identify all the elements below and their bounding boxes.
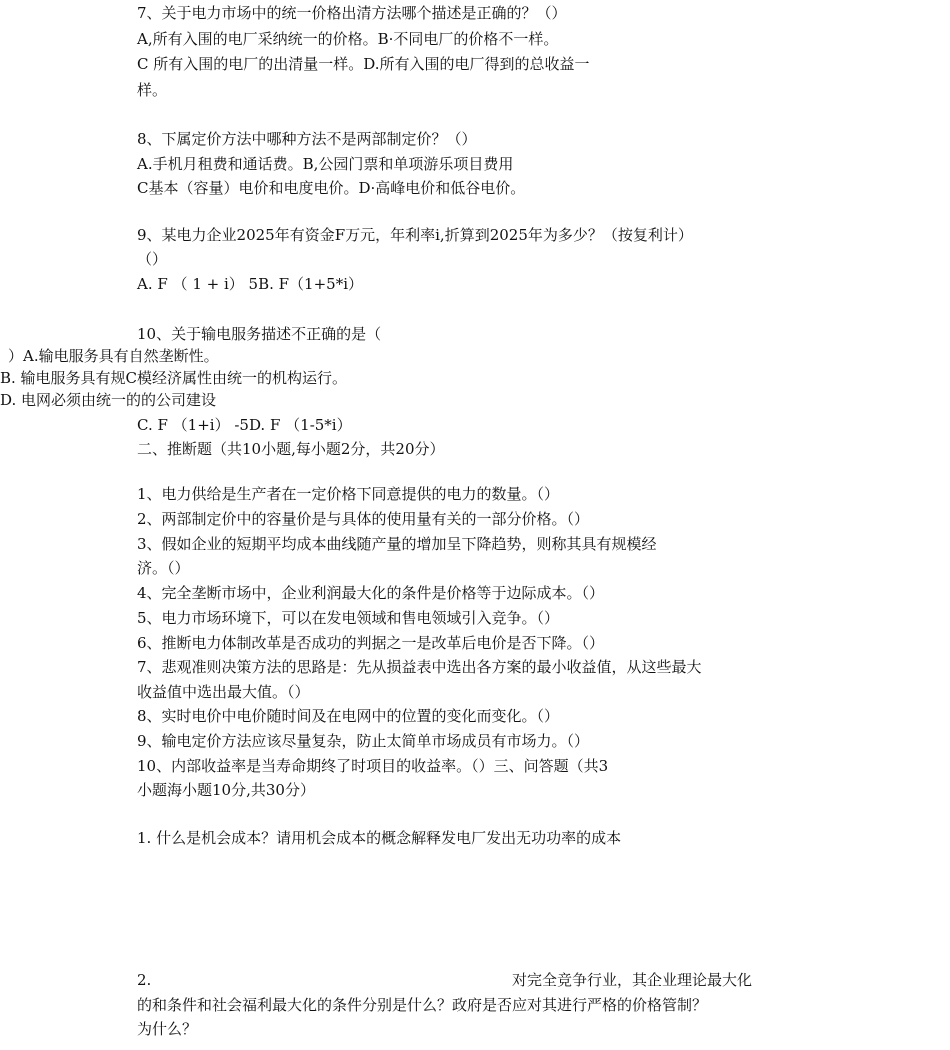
q7-opt-cd: C 所有入围的电厂的出清量一样。D.所有入围的电厂得到的总收益一 — [137, 55, 590, 73]
judgment-2: 2、两部制定价中的容量价是与具体的使用量有关的一部分价格。（） — [137, 510, 590, 528]
q8-stem: 8、下属定价方法中哪种方法不是两部制定价？（） — [137, 130, 477, 148]
q7-stem: 7、关于电力市场中的统一价格出清方法哪个描述是正确的？（） — [137, 4, 567, 22]
judgment-3: 3、假如企业的短期平均成本曲线随产量的增加呈下降趋势，则称其具有规模经 — [137, 535, 657, 553]
q10-opt-d: D. 电网必须由统一的的公司建设 — [0, 391, 217, 409]
q8-opt-ab: A.手机月租费和通话费。B,公园门票和单项游乐项目费用 — [137, 155, 514, 173]
judgment-8: 8、实时电价中电价随时间及在电网中的位置的变化而变化。（） — [137, 707, 560, 725]
q7-opt-cd-cont: 样。 — [137, 81, 168, 99]
qa-2-cont: 的和条件和社会福利最大化的条件分别是什么？政府是否应对其进行严格的价格管制？ — [137, 996, 708, 1014]
q10-stem: 10、关于输电服务描述不正确的是（ — [137, 325, 382, 343]
section2-title: 二、推断题（共10小题,每小题2分，共20分） — [137, 440, 445, 458]
judgment-5: 5、电力市场环境下，可以在发电领域和售电领域引入竞争。（） — [137, 609, 560, 627]
q9-stem: 9、某电力企业2025年有资金F万元，年利率i,折算到2025年为多少？（按复利计） — [137, 226, 693, 244]
q9-opt-cd: C. F （1+i） -5D. F （1-5*i） — [137, 416, 352, 434]
q10-opt-b: B. 输电服务具有规C模经济属性由统一的机构运行。 — [0, 369, 348, 387]
judgment-3-cont: 济。（） — [137, 559, 190, 577]
judgment-7: 7、悲观准则决策方法的思路是：先从损益表中选出各方案的最小收益值，从这些最大 — [137, 658, 702, 676]
q10-opt-a: ）A.输电服务具有自然垄断性。 — [8, 347, 219, 365]
q8-opt-cd: C基本（容量）电价和电度电价。D·高峰电价和低谷电价。 — [137, 179, 526, 197]
q9-opt-ab: A. F （ 1 + i） 5B. F（1+5*i） — [137, 275, 363, 293]
qa-2-number: 2. — [137, 971, 152, 989]
qa-1: 1. 什么是机会成本？请用机会成本的概念解释发电厂发出无功功率的成本 — [137, 829, 622, 847]
section3-title-cont: 小题海小题10分,共30分） — [137, 781, 315, 799]
q9-paren: （） — [137, 250, 168, 268]
judgment-7-cont: 收益值中选出最大值。（） — [137, 683, 310, 701]
judgment-4: 4、完全垄断市场中，企业利润最大化的条件是价格等于边际成本。（） — [137, 584, 605, 602]
q7-opt-ab: A,所有入围的电厂采纳统一的价格。B·不同电厂的价格不一样。 — [137, 30, 559, 48]
judgment-9: 9、输电定价方法应该尽量复杂，防止太简单市场成员有市场力。（） — [137, 732, 590, 750]
qa-2-cont2: 为什么？ — [137, 1020, 198, 1038]
qa-2-text: 对完全竞争行业，其企业理论最大化 — [512, 971, 753, 989]
judgment-1: 1、电力供给是生产者在一定价格下同意提供的电力的数量。（） — [137, 485, 560, 503]
judgment-6: 6、推断电力体制改革是否成功的判据之一是改革后电价是否下降。（） — [137, 634, 605, 652]
judgment-10: 10、内部收益率是当寿命期终了时项目的收益率。（）三、问答题（共3 — [137, 757, 609, 775]
